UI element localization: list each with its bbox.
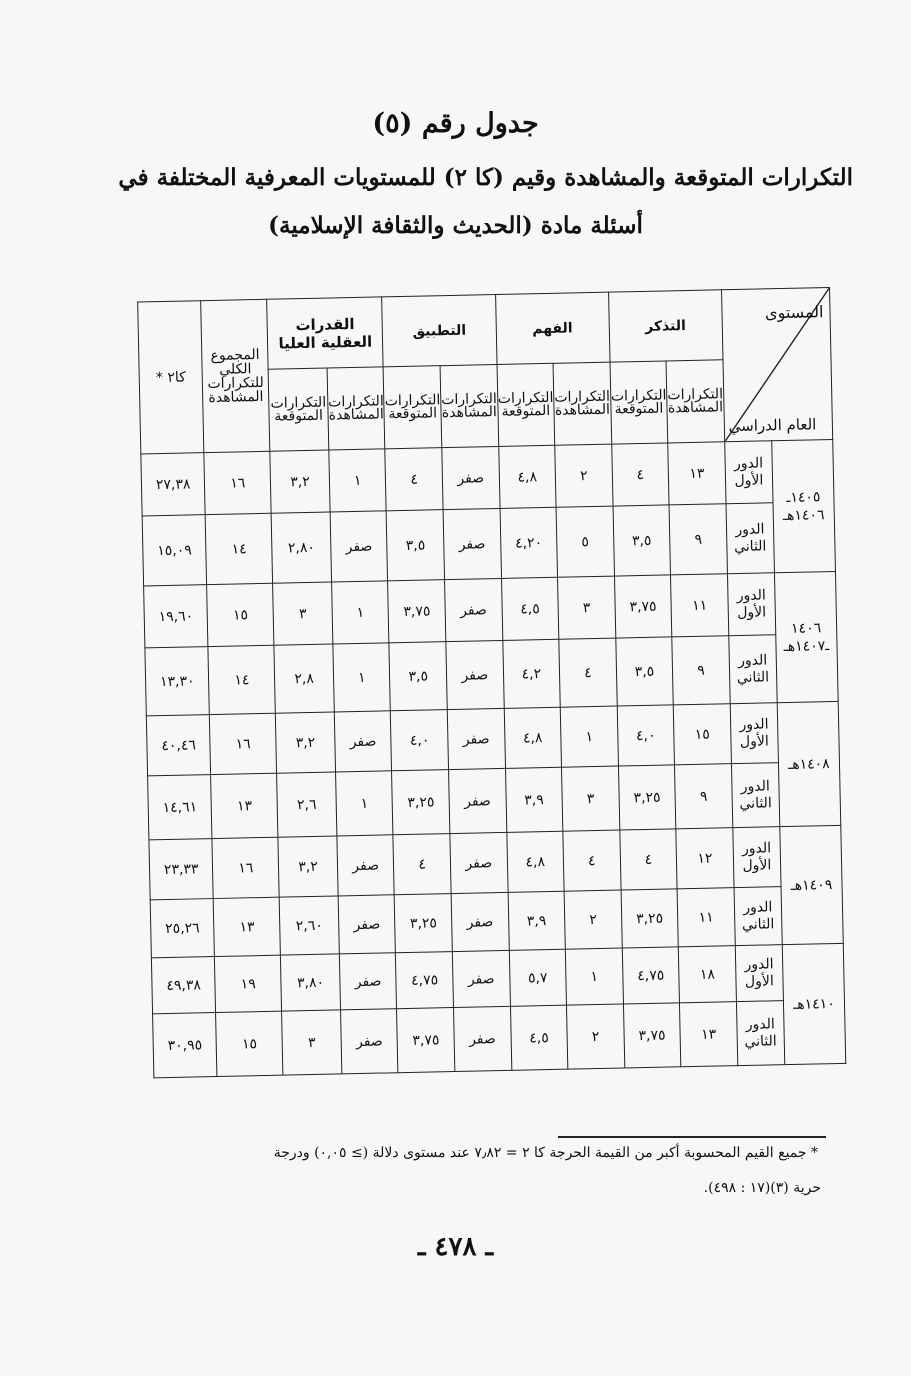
subheader-expected: التكرارات المتوقعة	[384, 366, 442, 449]
table-caption-line-2: أسئلة مادة (الحديث والثقافة الإسلامية)	[268, 212, 643, 239]
table-cell: ٣,٢٥	[618, 765, 676, 830]
table-cell: ٤,٥	[501, 577, 559, 640]
table-cell: ٢,٦	[277, 772, 337, 837]
footnote-line-2: حرية (٣)(١٧ : ٤٩٨).	[703, 1180, 821, 1196]
year-cell: ١٤٠٨هـ	[777, 701, 841, 826]
table-cell: ٤,٧٥	[622, 947, 680, 1004]
table-cell: ٤	[385, 448, 443, 511]
subheader-observed: التكرارات المشاهدة	[440, 364, 498, 447]
table-cell: صفر	[337, 835, 395, 896]
session-cell: الدور الثاني	[736, 1001, 784, 1066]
table-cell: ٣,٥	[615, 637, 673, 706]
table-cell: ١٥,٠٩	[142, 515, 207, 586]
table-cell: ٩	[675, 764, 733, 829]
header-understand: الفهم	[495, 292, 610, 364]
table-cell: ١٥	[207, 583, 274, 646]
subheader-expected: التكرارات المتوقعة	[610, 361, 668, 444]
table-cell: ٤,٢	[502, 639, 560, 708]
table-cell: ٢٥,٢٦	[150, 899, 215, 958]
table-cell: ٣,٢٥	[392, 770, 450, 835]
year-cell: ١٤٠٥ـ ١٤٠٦هـ	[772, 439, 836, 572]
table-cell: ٤	[559, 638, 617, 707]
table-cell: صفر	[454, 1006, 512, 1071]
session-cell: الدور الأول	[735, 945, 783, 1002]
table-cell: ١٢	[676, 828, 734, 889]
table-cell: ٢	[567, 1004, 625, 1069]
corner-label-year: العام الدراسي	[728, 415, 817, 436]
table-cell: ٤,٧٥	[396, 952, 454, 1009]
table-cell: صفر	[446, 640, 504, 709]
table-cell: ٣,٢٥	[395, 894, 453, 953]
table-cell: ١٤	[205, 513, 272, 584]
table-cell: ١٣	[211, 773, 278, 838]
page-number: ـ ٤٧٨ ـ	[417, 1232, 494, 1262]
year-cell: ١٤٠٦ ـ١٤٠٧هـ	[774, 571, 838, 702]
table-cell: ١٨	[679, 946, 737, 1003]
table-cell: ٣,٥	[387, 510, 445, 581]
table-cell: صفر	[334, 711, 392, 772]
chi-square-table	[137, 287, 846, 1078]
table-cell: ٣,٩	[505, 767, 563, 832]
table-cell: ١١	[671, 574, 729, 637]
table-cell: ٣,٨٠	[281, 954, 341, 1011]
table-cell: ١٥	[216, 1011, 283, 1076]
table-cell: ٤,٠	[391, 710, 449, 771]
table-cell: ٤,٨	[504, 707, 562, 768]
table-cell: صفر	[451, 892, 509, 951]
table-cell: ٣,٢	[276, 712, 336, 773]
table-cell: ٢٣,٣٣	[149, 839, 214, 900]
table-cell: ٩	[669, 504, 727, 575]
table-cell: ٤٩,٣٨	[151, 957, 216, 1014]
table-cell: ٤	[563, 830, 621, 891]
subheader-observed: التكرارات المشاهدة	[553, 362, 611, 445]
table-cell: صفر	[443, 508, 501, 579]
footnote-divider	[558, 1136, 826, 1138]
table-cell: ١٦	[210, 713, 277, 774]
table-cell: صفر	[338, 895, 396, 954]
table-cell: ١	[565, 948, 623, 1005]
table-cell: ٣,٢	[270, 450, 330, 513]
footnote-line-1: * جميع القيم المحسوبة أكبر من القيمة الحرجة كا ٢ = ٧٫٨٢ عند مستوى دلالة (≥ ٠,٠٥) ودرجة	[273, 1145, 818, 1161]
table-header-row-1	[138, 288, 831, 372]
header-total-observed: المجموع الكلي للتكرارات المشاهدة	[201, 299, 270, 452]
session-cell: الدور الثاني	[734, 887, 782, 946]
table-cell: ١	[333, 643, 391, 712]
table-cell: ١	[331, 581, 389, 644]
table-cell: ٢,٨	[274, 644, 334, 713]
table-cell: ٤,٢٠	[500, 507, 558, 578]
table-cell: ٣,٧٥	[623, 1003, 681, 1068]
table-cell: ١٩	[215, 955, 282, 1012]
table-cell: صفر	[339, 953, 397, 1010]
table-cell: ٢	[564, 890, 622, 949]
table-cell: ٣,٧٥	[388, 580, 446, 643]
year-cell: ١٤١٠هـ	[782, 943, 846, 1064]
table-cell: ٣	[558, 576, 616, 639]
table-cell: ١٣	[668, 442, 726, 505]
table-cell: ٣	[282, 1010, 342, 1075]
table-cell: ٩	[672, 636, 730, 705]
table-cell: ١	[329, 449, 387, 512]
table-cell: ٢,٦٠	[279, 896, 339, 955]
subheader-observed: التكرارات المشاهدة	[327, 367, 385, 450]
table-cell: ٤,٥	[510, 1005, 568, 1070]
table-cell: صفر	[442, 446, 500, 509]
header-remember: التذكر	[608, 290, 723, 362]
table-cell: ١	[560, 706, 618, 767]
table-cell: ٤	[611, 443, 669, 506]
table-cell: ٣	[273, 582, 333, 645]
table-cell: ٤	[393, 834, 451, 895]
table-cell: ٣,٥	[613, 505, 671, 576]
table-cell: ٤,٨	[498, 445, 556, 508]
table-cell: ٣,٩	[508, 891, 566, 950]
corner-header-cell	[721, 288, 832, 442]
table-caption-number: جدول رقم (٥)	[372, 108, 539, 139]
table-cell: صفر	[449, 768, 507, 833]
session-cell: الدور الثاني	[729, 635, 778, 704]
table-cell: ٢,٨٠	[271, 512, 331, 583]
table-cell: ١٤	[208, 645, 275, 714]
table-cell: ١٣	[214, 897, 281, 956]
table-cell: ٣,٥	[389, 642, 447, 711]
table-cell: ١٤,٦١	[148, 775, 213, 840]
table-cell: ٤,٨	[506, 831, 564, 892]
header-chi-square: كا٢ *	[138, 301, 205, 454]
table-cell: ١٣,٣٠	[145, 647, 210, 716]
table-cell: صفر	[447, 708, 505, 769]
table-cell: ٥	[556, 506, 614, 577]
table-cell: ٤,٠	[617, 705, 675, 766]
header-apply: التطبيق	[382, 295, 497, 367]
table-cell: صفر	[445, 578, 503, 641]
table-cell: ١	[335, 771, 393, 836]
session-cell: الدور الثاني	[731, 763, 779, 828]
year-cell: ١٤٠٩هـ	[780, 825, 844, 944]
table-cell: ٣	[562, 766, 620, 831]
session-cell: الدور الأول	[724, 441, 772, 504]
table-cell: ١٣	[680, 1002, 738, 1067]
table-cell: ٣,٢٥	[621, 889, 679, 948]
table-cell: ٥,٧	[509, 949, 567, 1006]
table-cell: ١٥	[673, 704, 731, 765]
table-cell: صفر	[450, 832, 508, 893]
subheader-expected: التكرارات المتوقعة	[497, 363, 555, 446]
session-cell: الدور الأول	[733, 827, 781, 888]
table-caption-line-1: التكرارات المتوقعة والمشاهدة وقيم (كا ٢) للمستويات المعرفية المختلفة في	[118, 164, 853, 191]
table-row	[153, 999, 846, 1077]
table-cell: ٣٠,٩٥	[153, 1013, 218, 1078]
table-cell: ٣,٧٥	[614, 575, 672, 638]
table-cell: ١١	[677, 888, 735, 947]
table-cell: صفر	[340, 1009, 398, 1074]
table-cell: ٣,٧٥	[397, 1008, 455, 1073]
table-cell: صفر	[330, 511, 388, 582]
corner-label-level: المستوى	[764, 302, 824, 323]
session-cell: الدور الثاني	[726, 503, 775, 574]
table-cell: ٢٧,٣٨	[141, 453, 206, 516]
table-cell: صفر	[452, 950, 510, 1007]
table-cell: ١٩,٦٠	[144, 585, 209, 648]
table-cell: ١٦	[204, 451, 271, 514]
table-cell: ٣,٢	[278, 836, 338, 897]
subheader-observed: التكرارات المشاهدة	[666, 360, 724, 443]
header-higher-abilities: القدرات العقلية العليا	[267, 297, 384, 369]
session-cell: الدور الأول	[727, 573, 775, 636]
table-cell: ٢	[555, 444, 613, 507]
session-cell: الدور الأول	[730, 703, 778, 764]
table-cell: ١٦	[212, 837, 279, 898]
subheader-expected: التكرارات المتوقعة	[268, 368, 328, 451]
table-cell: ٤٠,٤٦	[146, 715, 211, 776]
table-cell: ٤	[619, 829, 677, 890]
